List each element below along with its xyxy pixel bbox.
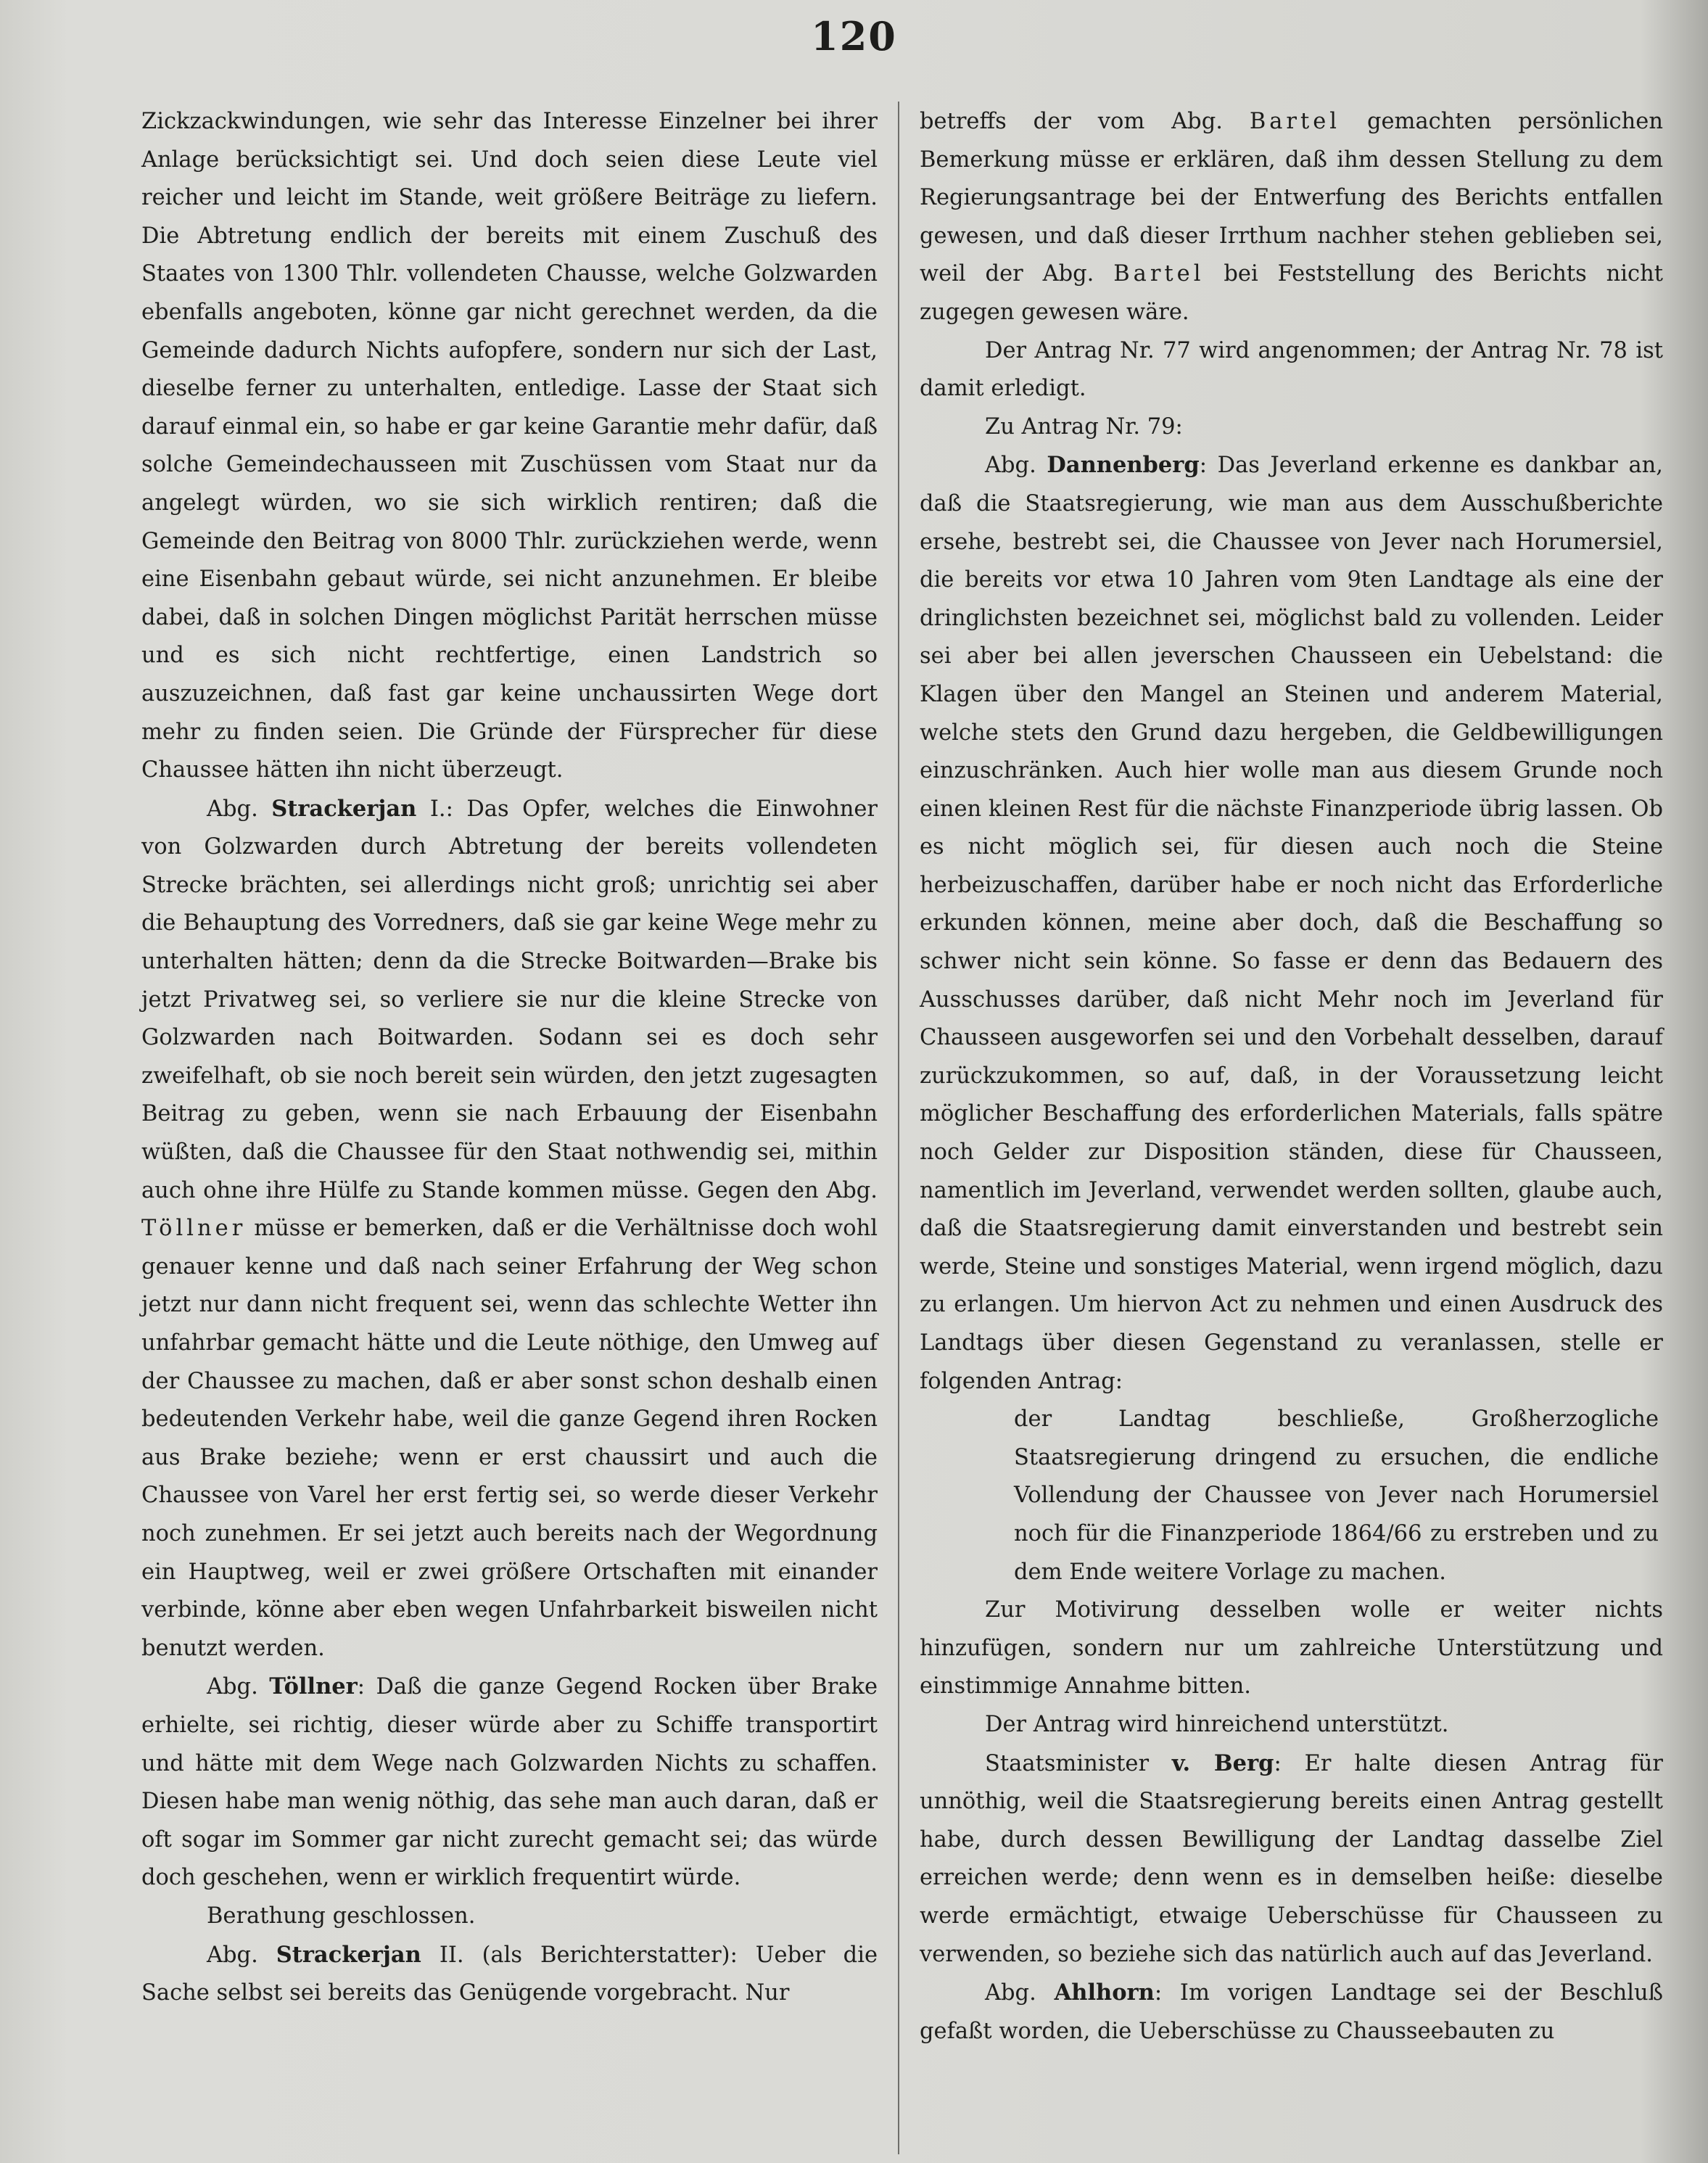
speech-v-berg: Staatsminister v. Berg: Er halte diesen Antrag für unnöthig, weil die Staatsregierung bereits einen Antrag gestellt habe, durch dessen Bewilligung der Landtag dasselbe Ziel erreichen werde; denn wenn es in demselben heiße: dieselbe werde ermächtigt, etwaige Ueberschüsse für Chausseen zu verwenden, so beziehe sich das natürlich auch auf das Jeverland.: [920, 1750, 1663, 1967]
right-column: [920, 103, 1663, 2051]
speech-ahlhorn: Abg. Ahlhorn: Im vorigen Landtage sei der Beschluß gefaßt worden, die Ueberschüsse zu Chausseebauten zu: [920, 1979, 1663, 2044]
paragraph-continuation: Zickzackwindungen, wie sehr das Interesse Einzelner bei ihrer Anlage berücksichtigt sei. Und doch seien diese Leute viel reicher und leicht im Stande, weit größere Beiträge zu liefern. Die Abtretung endlich der bereits mit einem Zuschuß des Staates von 1300 Thlr. vollendeten Chausse, welche Golzwarden ebenfalls angeboten, könne gar nicht gerechnet werden, da die Gemeinde dadurch Nichts aufopfere, sondern nur sich der Last, dieselbe ferner zu unterhalten, entledige. Lasse der Staat sich darauf einmal ein, so habe er gar keine Garantie mehr dafür, daß solche Gemeindechausseen mit Zuschüssen vom Staat nur da angelegt würden, wo sie sich wirklich rentiren; daß die Gemeinde den Beitrag von 8000 Thlr. zurückziehen werde, wenn eine Eisenbahn gebaut würde, sei nicht anzunehmen. Er bleibe dabei, daß in solchen Dingen möglichst Parität herrschen müsse und es sich nicht rechtfertige, einen Landstrich so auszuzeichnen, daß fast gar keine unchaussirten Wege dort mehr zu finden seien. Die Gründe der Fürsprecher für diese Chaussee hätten ihn nicht überzeugt.: [141, 109, 878, 783]
speech-strackerjan-2: Abg. Strackerjan II. (als Berichterstatter): Ueber die Sache selbst sei bereits das Genügende vorgebracht. Nur: [141, 1941, 878, 2006]
speech-dannenberg: Abg. Dannenberg: Das Jeverland erkenne es dankbar an, daß die Staatsregierung, wie man aus dem Ausschußberichte ersehe, bestrebt sei, die Chaussee von Jever nach Horumersiel, die bereits vor etwa 10 Jahren vom 9ten Landtage als eine der dringlichsten bezeichnet sei, möglichst bald zu vollenden. Leider sei aber bei allen jeverschen Chausseen ein Uebelstand: die Klagen über den Mangel an Steinen und anderem Material, welche stets den Grund dazu hergeben, die Geldbewilligungen einzuschränken. Auch hier wolle man aus diesem Grunde noch einen kleinen Rest für die nächste Finanzperiode übrig lassen. Ob es nicht möglich sei, für diesen auch noch die Steine herbeizuschaffen, darüber habe er noch nicht das Erforderliche erkunden können, meine aber doch, daß die Beschaffung so schwer nicht sein könne. So fasse er denn das Bedauern des Ausschusses darüber, daß nicht Mehr noch im Jeverland für Chausseen ausgeworfen sei und den Vorbehalt desselben, darauf zurückzukommen, so auf, daß, in der Voraussetzung leicht möglicher Beschaffung des erforderlichen Materials, falls spätre noch Gelder zur Disposition ständen, diese für Chausseen, namentlich im Jeverland, verwendet werden sollten, glaube auch, daß die Staatsregierung damit einverstanden und bestrebt sein werde, Steine und sonstiges Material, wenn irgend möglich, dazu zu erlangen. Um hiervon Act zu nehmen und einen Ausdruck des Landtags über diesen Gegenstand zu veranlassen, stelle er folgenden Antrag:: [920, 452, 1663, 1394]
column-divider: [898, 102, 899, 2154]
motion-text: der Landtag beschließe, Großherzogliche Staatsregierung dringend zu ersuchen, die endliche Vollendung der Chaussee von Jever nach Horumersiel noch für die Finanzperiode 1864/66 zu erstreben und zu dem Ende weitere Vorlage zu machen.: [1014, 1406, 1659, 1585]
procedural-note: Der Antrag wird hinreichend unterstützt.: [985, 1711, 1449, 1737]
paragraph: Zur Motivirung desselben wolle er weiter nichts hinzufügen, sondern nur um zahlreiche Unterstützung und einstimmige Annahme bitten.: [920, 1597, 1663, 1700]
procedural-note: Zu Antrag Nr. 79:: [985, 413, 1183, 440]
left-column: [141, 103, 878, 2013]
speaker-name: Strackerjan: [276, 1941, 421, 1968]
speaker-name: Töllner: [269, 1673, 358, 1700]
paragraph-continuation: betreffs der vom Abg. Bartel gemachten persönlichen Bemerkung müsse er erklären, daß ihm dessen Stellung zu dem Regierungsantrage bei der Entwerfung des Berichts entfallen gewesen, und daß dieser Irrthum nachher stehen geblieben sei, weil der Abg. Bartel bei Feststellung des Berichts nicht zugegen gewesen wäre.: [920, 109, 1664, 325]
spaced-name: Töllner: [141, 1216, 247, 1242]
procedural-note: Berathung geschlossen.: [207, 1903, 476, 1929]
speaker-name: Strackerjan: [271, 795, 417, 822]
speaker-name: Dannenberg: [1047, 452, 1200, 479]
speech-toellner: Abg. Töllner: Daß die ganze Gegend Rocken über Brake erhielte, sei richtig, dieser würde aber zu Schiffe transportirt und hätte mit dem Wege nach Golzwarden Nichts zu schaffen. Diesen habe man wenig nöthig, das sehe man auch daran, daß er oft sogar im Sommer gar nicht zurecht gemacht sei; das würde doch geschehen, wenn er wirklich frequentirt würde.: [141, 1673, 878, 1891]
spaced-name: Bartel: [1249, 109, 1341, 134]
spaced-name: Bartel: [1113, 261, 1205, 287]
page-number: 120: [811, 13, 897, 59]
speaker-name: Ahlhorn: [1054, 1979, 1155, 2006]
speech-strackerjan-1: Abg. Strackerjan I.: Das Opfer, welches die Einwohner von Golzwarden durch Abtretung der bereits vollendeten Strecke brächten, sei allerdings nicht groß; unrichtig sei aber die Behauptung des Vorredners, daß sie gar keine Wege mehr zu unterhalten hätten; denn da die Strecke Boitwarden—Brake bis jetzt Privatweg sei, so verliere sie nur die kleine Strecke von Golzwarden nach Boitwarden. Sodann sei es doch sehr zweifelhaft, ob sie noch bereit sein würden, den jetzt zugesagten Beitrag zu geben, wenn sie nach Erbauung der Eisenbahn wüßten, daß die Chaussee für den Staat nothwendig sei, mithin auch ohne ihre Hülfe zu Stande kommen müsse. Gegen den Abg. Töllner müsse er bemerken, daß er die Verhältnisse doch wohl genauer kenne und daß nach seiner Erfahrung der Weg schon jetzt nur dann nicht frequent sei, wenn das schlechte Wetter ihn unfahrbar gemacht hätte und die Leute nöthige, den Umweg auf der Chaussee zu machen, daß er aber sonst schon deshalb einen bedeutenden Verkehr habe, weil die ganze Gegend ihren Rocken aus Brake beziehe; wenn er erst chaussirt und auch die Chaussee von Varel her erst fertig sei, so werde dieser Verkehr noch zunehmen. Er sei jetzt auch bereits nach der Wegordnung ein Hauptweg, weil er zwei größere Ortschaften mit einander verbinde, könne aber eben wegen Unfahrbarkeit bisweilen nicht benutzt werden.: [141, 795, 878, 1661]
speaker-name: v. Berg: [1171, 1750, 1274, 1776]
procedural-note: Der Antrag Nr. 77 wird angenommen; der Antrag Nr. 78 ist damit erledigt.: [920, 337, 1663, 402]
